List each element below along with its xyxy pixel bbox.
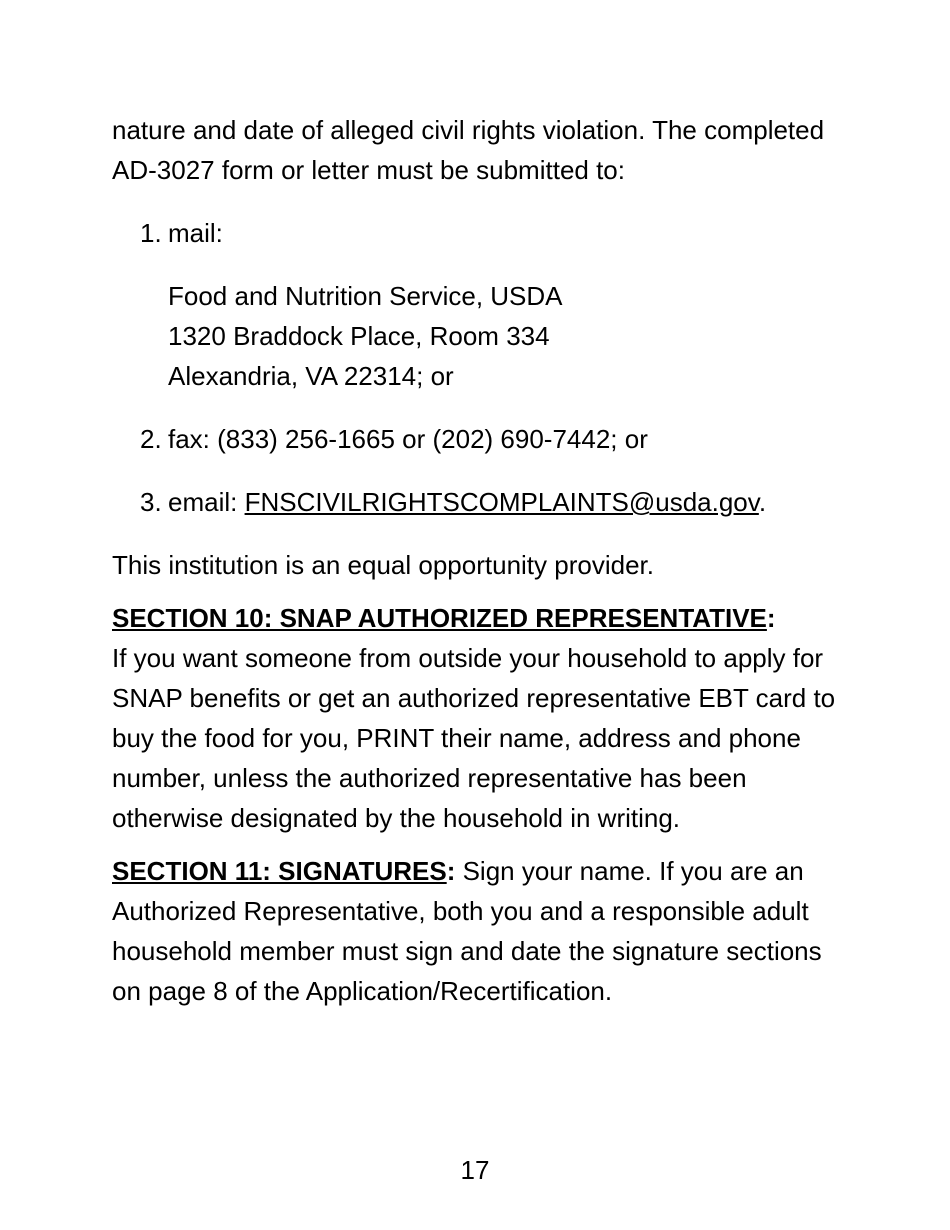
section-11-heading	[112, 856, 455, 886]
list-item-label: mail:	[168, 218, 223, 248]
address-line: Alexandria, VA 22314; or	[168, 361, 454, 391]
section-10-title: SECTION 10: SNAP AUTHORIZED REPRESENTATIVE	[112, 603, 767, 633]
section-11-title: SECTION 11: SIGNATURES	[112, 856, 447, 886]
section-10-colon: :	[766, 603, 776, 633]
section-10	[112, 598, 852, 838]
intro-paragraph: nature and date of alleged civil rights violation. The completed AD-3027 form or letter must be submitted to:	[112, 115, 825, 185]
email-link[interactable]: FNSCIVILRIGHTSCOMPLAINTS@usda.gov	[244, 487, 759, 517]
section-11-body: Sign your name. If you are an Authorized Representative, both you and a responsible adult household member must sign and date the signature sections on page 8 of the Application/Recertification.	[112, 856, 822, 1006]
mailing-address	[112, 276, 852, 396]
list-number: 3.	[140, 487, 162, 517]
section-10-heading	[112, 603, 776, 633]
section-10-body: If you want someone from outside your household to apply for SNAP benefits or get an authorized representative EBT card to buy the food for you, PRINT their name, address and phone number, unless the authorized representative has been otherwise designated by the household in writing.	[112, 643, 836, 833]
list-item-email	[112, 482, 852, 522]
section-11-colon: :	[446, 856, 456, 886]
list-item-mail	[112, 213, 852, 253]
fax-text: fax: (833) 256-1665 or (202) 690-7442; or	[168, 424, 648, 454]
address-line: 1320 Braddock Place, Room 334	[168, 321, 550, 351]
address-line: Food and Nutrition Service, USDA	[168, 281, 563, 311]
list-item-fax	[112, 419, 852, 459]
list-number: 2.	[140, 424, 162, 454]
equal-opportunity-statement: This institution is an equal opportunity provider.	[112, 550, 654, 580]
email-suffix: .	[758, 487, 767, 517]
page-number: 17	[460, 1155, 490, 1185]
list-number: 1.	[140, 218, 162, 248]
section-11	[112, 851, 852, 1011]
email-prefix: email:	[168, 487, 245, 517]
document-page	[112, 110, 852, 1024]
